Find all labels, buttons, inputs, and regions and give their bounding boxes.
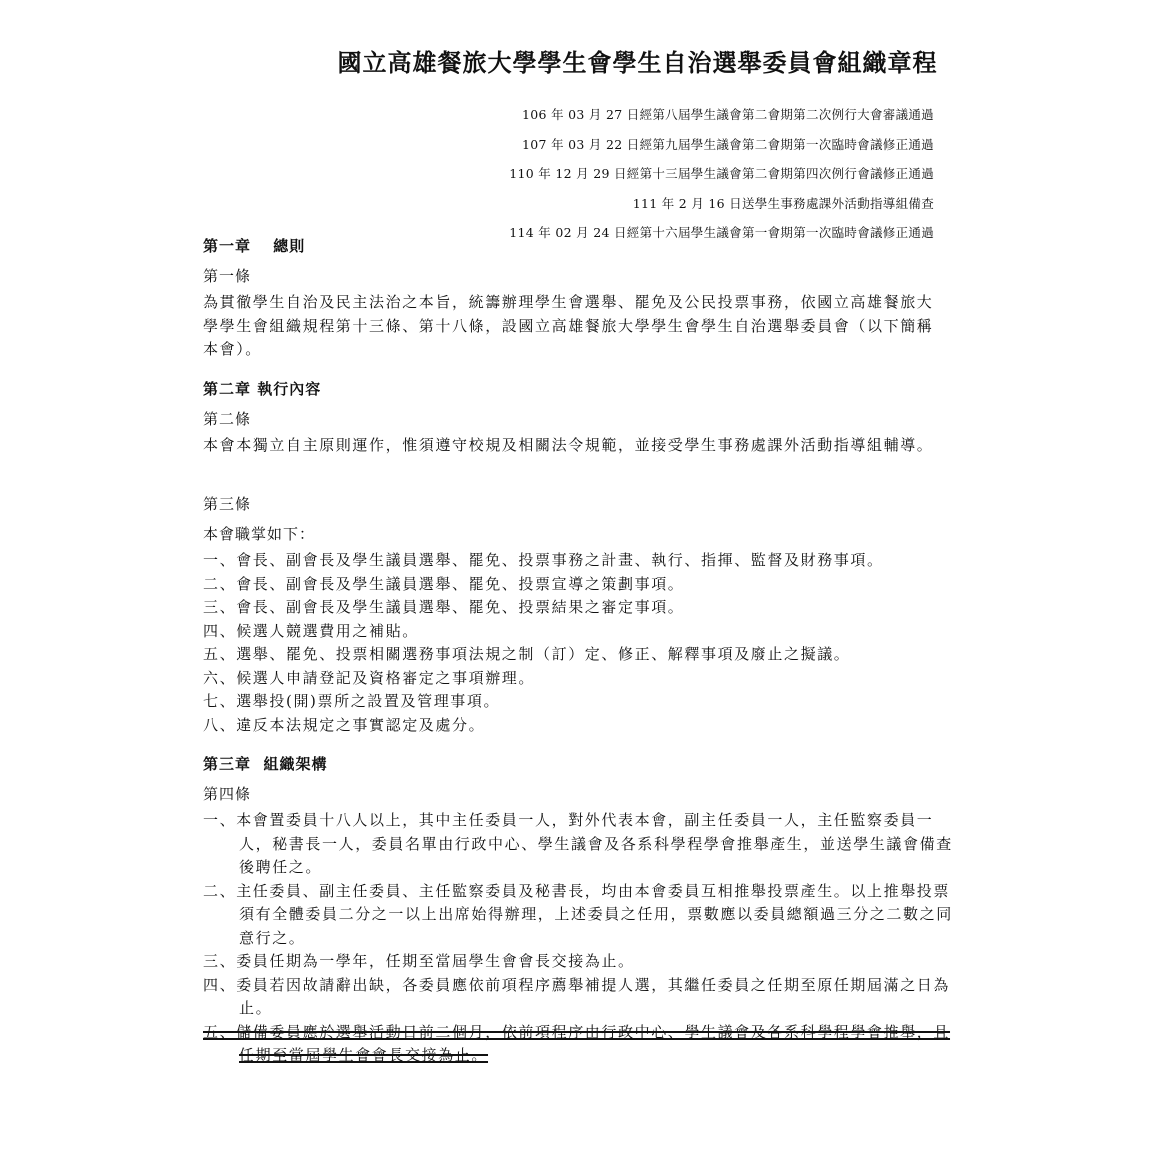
- chapter-heading: 第一章 總則: [203, 237, 306, 255]
- list-item: 五、選舉、罷免、投票相關選務事項法規之制（訂）定、修正、解釋事項及廢止之擬議。: [203, 645, 851, 663]
- article-paragraph: 為貫徹學生自治及民主法治之本旨，統籌辦理學生會選舉、罷免及公民投票事務，依國立高雄餐旅大學學生會組織規程第十三條、第十八條，設國立高雄餐旅大學學生會學生自治選舉委員會（以下簡稱本會）。: [203, 293, 934, 358]
- list-item: 四、委員若因故請辭出缺，各委員應依前項程序薦舉補提人選，其繼任委員之任期至原任期屆滿之日為止。: [203, 975, 951, 1017]
- list-item: 一、本會置委員十八人以上，其中主任委員一人，對外代表本會，副主任委員一人，主任監察委員一人，秘書長一人，委員名單由行政中心、學生議會及各系科學程學會推舉產生，並送學生議會備查後聘任之。: [203, 811, 953, 876]
- article-label: 第四條: [203, 785, 252, 803]
- list-item: 七、選舉投(開)票所之設置及管理事項。: [203, 692, 501, 710]
- article-label: 第三條: [203, 495, 252, 513]
- history-line: 107 年 03 月 22 日經第九屆學生議會第二會期第一次臨時會議修正通過: [522, 136, 934, 152]
- document-title: 國立高雄餐旅大學學生會學生自治選舉委員會組織章程: [337, 48, 938, 77]
- list-item: 八、違反本法規定之事實認定及處分。: [203, 715, 486, 734]
- article-label: 第一條: [203, 267, 252, 285]
- chapter-heading: 第二章 執行內容: [203, 379, 322, 398]
- article-label: 第二條: [203, 409, 252, 428]
- history-line: 114 年 02 月 24 日經第十六屆學生議會第一會期第一次臨時會議修正通過: [509, 225, 934, 240]
- list-item: 三、委員任期為一學年，任期至當屆學生會會長交接為止。: [203, 952, 635, 970]
- history-line: 110 年 12 月 29 日經第十三屆學生議會第二會期第四次例行會議修正通過: [509, 166, 934, 181]
- list-item: 一、會長、副會長及學生議員選舉、罷免、投票事務之計畫、執行、指揮、監督及財務事項。: [203, 551, 884, 569]
- deleted-list-item: 五、儲備委員應於選舉活動日前二個月，依前項程序由行政中心、學生議會及各系科學程學會推舉，且任期至當屆學生會會長交接為止。: [203, 1022, 951, 1064]
- chapter-heading: 第三章 組織架構: [203, 755, 328, 773]
- history-line: 111 年 2 月 16 日送學生事務處課外活動指導組備查: [632, 195, 934, 211]
- amendment-history: [509, 100, 934, 248]
- list-item: 四、候選人競選費用之補貼。: [203, 621, 419, 640]
- history-line: 106 年 03 月 27 日經第八屆學生議會第二會期第二次例行大會審議通過: [522, 107, 934, 122]
- list-item: 二、會長、副會長及學生議員選舉、罷免、投票宣導之策劃事項。: [203, 574, 685, 593]
- article-intro: 本會職掌如下：: [203, 525, 316, 543]
- document-body: [203, 231, 963, 1068]
- list-item: 六、候選人申請登記及資格審定之事項辦理。: [203, 668, 536, 687]
- list-item: 二、主任委員、副主任委員、主任監察委員及秘書長，均由本會委員互相推舉投票產生。以上推舉投票須有全體委員二分之一以上出席始得辦理，上述委員之任用，票數應以委員總額過三分之二數之同意行之。: [203, 881, 953, 947]
- article-paragraph: 本會本獨立自主原則運作，惟須遵守校規及相關法令規範，並接受學生事務處課外活動指導組輔導。: [203, 435, 934, 454]
- list-item: 三、會長、副會長及學生議員選舉、罷免、投票結果之審定事項。: [203, 598, 685, 616]
